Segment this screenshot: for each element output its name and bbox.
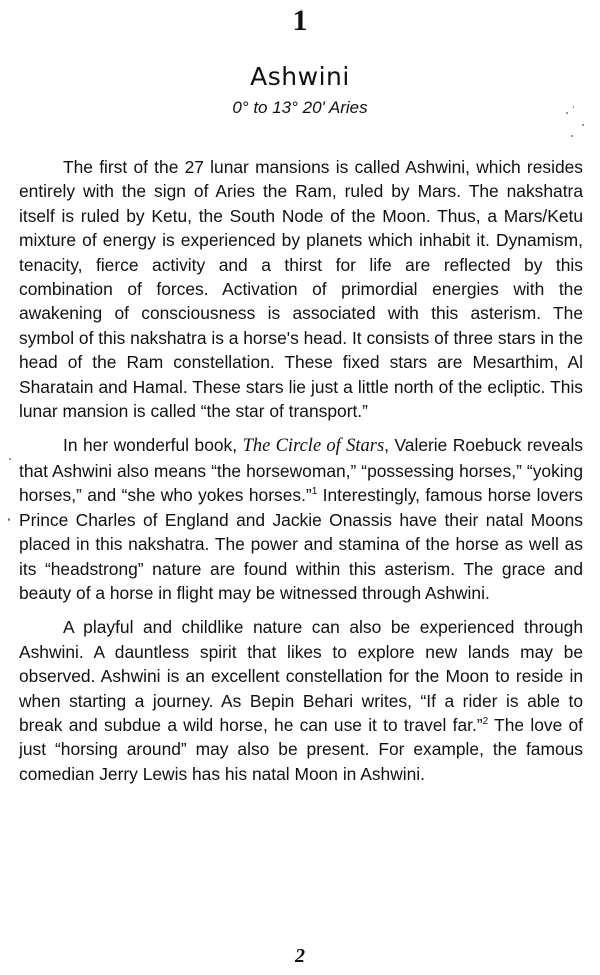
scan-speck [582,124,584,126]
page-number: 2 [295,945,305,967]
scan-speck [9,458,11,460]
scan-speck [571,135,573,137]
scan-speck [566,112,568,114]
chapter-title: Ashwini [250,62,350,91]
chapter-number: 1 [292,4,308,37]
scan-speck [8,518,10,521]
book-title: The Circle of Stars [242,436,385,457]
scan-speck [573,106,574,108]
chapter-subtitle: 0° to 13° 20' Aries [232,98,368,117]
footnote-ref-1: 1 [311,486,318,498]
paragraph-2-quote: , Valerie Roebuck reveals that Ashwini also means “the horsewoman,” “possessing horses,” “yoking horses,” and “she who yokes horses.” [19,435,584,506]
paragraph-3 [19,615,583,786]
paragraph-2-rest: Interestingly, famous horse lovers Prince Charles of England and Jackie Onassis have their natal Moons placed in this nakshatra. The power and stamina of the horse as well as its “headstrong” nature are found within this asterism. The grace and beauty of a horse in flight may be witnessed through Ashwini. [19,485,583,603]
paragraph-3-rest: The love of just “horsing around” may also be present. For example, the famous comedian Jerry Lewis has his natal Moon in Ashwini. [19,714,583,784]
paragraph-1-text: The first of the 27 lunar mansions is called Ashwini, which resides entirely with the sign of Aries the Ram, ruled by Mars. The nakshatra itself is ruled by Ketu, the South Node of the Moon. Thus, a Mars/Ketu mixture of energy is experienced by planets which inhabit it. Dynamism, tenacity, fierce activity and a thirst for life are reflected by this combination of forces. Activation of primordial energies with the awakening of consciousness is associated with this asterism. The symbol of this nakshatra is a horse's head. It consists of three stars in the head of the Ram constellation. These fixed stars are Mesarthim, Al Sharatain and Hamal. These stars lie just a little north of the ecliptic. This lunar mansion is called “the star of transport.” [19,157,583,422]
paragraph-3-intro: A playful and childlike nature can also be experienced through Ashwini. A dauntless spirit that likes to explore new lands may be observed. Ashwini is an excellent constellation for the Moon to reside in when starting a journey. As Bepin Behari writes, “If a rider is able to break and subdue a wild horse, he can use it to travel far.” [19,617,583,735]
paragraph-1 [19,155,583,423]
chapter-body [19,155,583,796]
paragraph-2 [19,433,583,605]
paragraph-2-intro: In her wonderful book, [63,435,243,456]
footnote-ref-2: 2 [482,716,489,728]
